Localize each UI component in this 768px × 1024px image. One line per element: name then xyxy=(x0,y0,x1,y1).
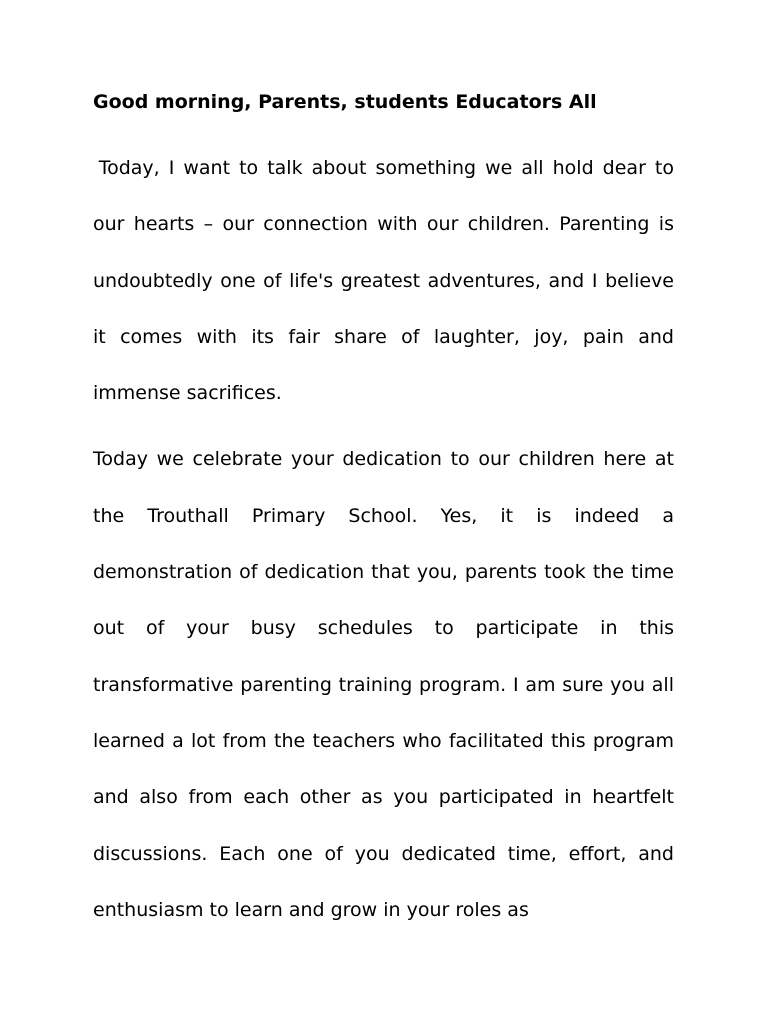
paragraph-introduction: Today, I want to talk about something we all hold dear to our hearts – our connection with our children. Parenting is undoubtedly one of life's greatest adventures, and I believe it comes with its fair share of laughter, joy, pain and immense sacrifices. xyxy=(93,157,674,405)
paragraph-celebration: Today we celebrate your dedication to our children here at the Trouthall Primary School. Yes, it is indeed a demonstration of dedication that you, parents took the time out of your busy schedules to participate in this transformative parenting training program. I am sure you all learned a lot from the teachers who facilitated this program and also from each other as you participated in heartfelt discussions. Each one of you dedicated time, effort, and enthusiasm to learn and grow in your roles as xyxy=(93,448,674,921)
document-body xyxy=(93,88,674,938)
speech-greeting-heading: Good morning, Parents, students Educators All xyxy=(93,91,597,113)
